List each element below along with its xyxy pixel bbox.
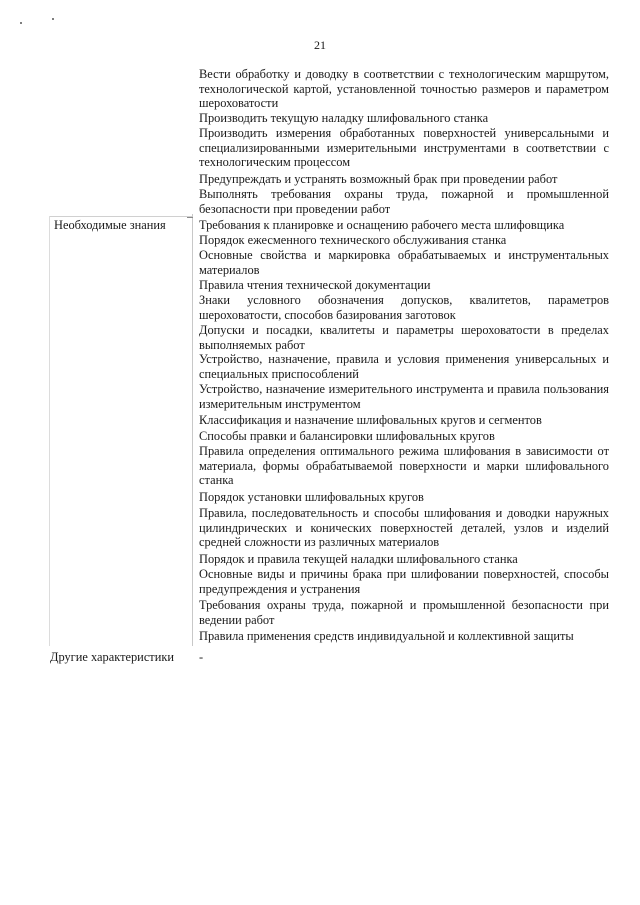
actions-item: Предупреждать и устранять возможный брак при проведении работ: [199, 172, 558, 186]
knowledge-item: Способы правки и балансировки шлифовальных кругов: [199, 429, 495, 443]
actions-item: Вести обработку и доводку в соответствии с технологическим маршрутом, технологической картой, установленной точностью размеров и параметром шероховатости: [199, 67, 609, 111]
table-rule-vertical: [192, 214, 193, 646]
knowledge-item: Устройство, назначение, правила и условия применения универсальных и специальных приспособлений: [199, 352, 609, 381]
other-value: -: [199, 650, 204, 664]
knowledge-item: Правила применения средств индивидуальной и коллективной защиты: [199, 629, 574, 643]
knowledge-item: Правила, последовательность и способы шлифования и доводки наружных цилиндрических и конических поверхностей деталей, узлов и изделий средней сложности из различных материалов: [199, 506, 609, 550]
other-label: Другие характеристики: [50, 650, 175, 664]
knowledge-item: Правила чтения технической документации: [199, 278, 431, 292]
knowledge-item: Классификация и назначение шлифовальных кругов и сегментов: [199, 413, 542, 427]
knowledge-item: Требования к планировке и оснащению рабочего места шлифовщика: [199, 218, 565, 232]
knowledge-item: Допуски и посадки, квалитеты и параметры шероховатости в пределах выполняемых работ: [199, 323, 609, 352]
table-rule-tick: [187, 217, 193, 218]
knowledge-item: Основные виды и причины брака при шлифовании поверхностей, способы предупреждения и устранения: [199, 567, 609, 596]
actions-item: Выполнять требования охраны труда, пожарной и промышленной безопасности при проведении работ: [199, 187, 609, 216]
actions-item: Производить измерения обработанных поверхностей универсальными и специализированными измерительными инструментами в соответствии с технологическим процессом: [199, 126, 609, 170]
scan-speck: [52, 18, 54, 20]
actions-item: Производить текущую наладку шлифовального станка: [199, 111, 489, 125]
scan-speck: [20, 22, 22, 24]
table-rule-horizontal: [49, 216, 193, 217]
knowledge-item: Устройство, назначение измерительного инструмента и правила пользования измерительным инструментом: [199, 382, 609, 411]
table-rule-left: [49, 216, 50, 646]
knowledge-item: Основные свойства и маркировка обрабатываемых и инструментальных материалов: [199, 248, 609, 277]
knowledge-item: Порядок ежесменного технического обслуживания станка: [199, 233, 507, 247]
knowledge-item: Порядок установки шлифовальных кругов: [199, 490, 424, 504]
knowledge-item: Требования охраны труда, пожарной и промышленной безопасности при ведении работ: [199, 598, 609, 627]
page-number: 21: [314, 38, 326, 52]
knowledge-label: Необходимые знания: [54, 218, 166, 232]
knowledge-item: Правила определения оптимального режима шлифования в зависимости от материала, формы обрабатываемой поверхности и марки шлифовального станка: [199, 444, 609, 488]
knowledge-item: Порядок и правила текущей наладки шлифовального станка: [199, 552, 518, 566]
knowledge-item: Знаки условного обозначения допусков, квалитетов, параметров шероховатости, способов базирования заготовок: [199, 293, 609, 322]
